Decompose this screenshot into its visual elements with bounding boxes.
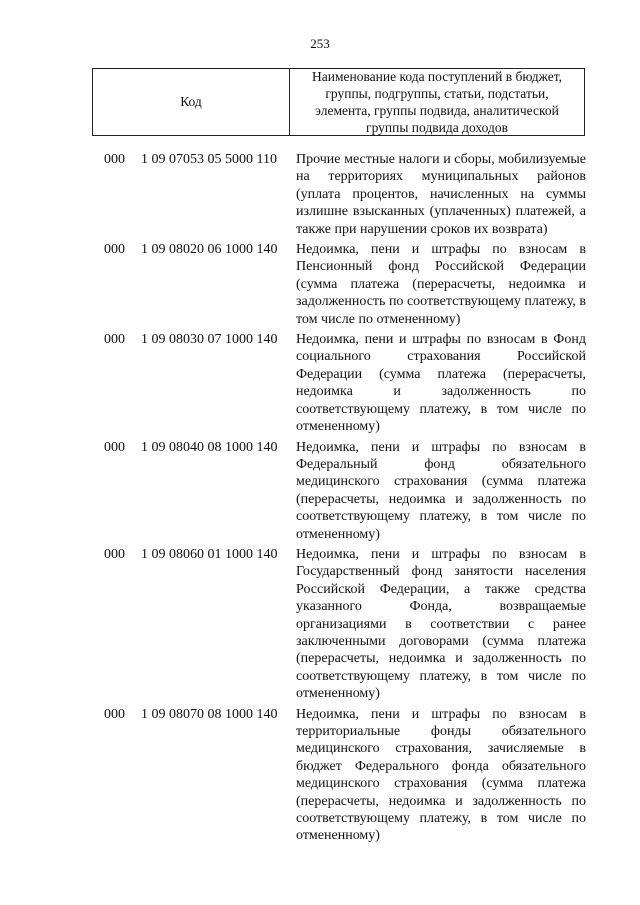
table-row — [0, 331, 640, 435]
row-description: Недоимка, пени и штрафы по взносам в Государственный фонд занятости населения Российской Федерации, а также средства указанного Фонда, возвращаемые организациями в соответствии с ранее заключенными договорами (сумма платежа (перерасчеты, недоимка и задолженность по соответствующему платежу, в том числе по отмененному) — [296, 546, 586, 702]
page-number: 253 — [310, 36, 330, 51]
header-name-cell: Наименование кода поступлений в бюджет, группы, подгруппы, статьи, подстатьи, элемента, группы подвида, аналитической группы подвида доходов — [311, 69, 562, 135]
row-budget-code: 1 09 07053 05 5000 110 — [141, 152, 277, 167]
table-row — [0, 151, 640, 238]
row-budget-code: 1 09 08030 07 1000 140 — [141, 332, 278, 348]
row-admin-code: 000 — [104, 152, 125, 167]
row-description: Недоимка, пени и штрафы по взносам в территориальные фонды обязательного медицинского страхования, зачисляемые в бюджет Федерального фонда обязательного медицинского страхования (сумма платежа (перерасчеты, недоимка и задолженность по соответствующему платежу, в том числе по отмененному) — [296, 706, 586, 844]
row-admin-code: 000 — [104, 332, 125, 348]
header-code-cell: Код — [93, 69, 290, 135]
row-description: Недоимка, пени и штрафы по взносам в Федеральный фонд обязательного медицинского страхования (сумма платежа (перерасчеты, недоимка и задолженность по соответствующему платежу, в том числе по отмененному) — [296, 439, 586, 542]
table-body — [0, 151, 640, 845]
table-row — [0, 706, 640, 845]
row-admin-code: 000 — [104, 439, 125, 455]
row-admin-code: 000 — [104, 242, 125, 258]
row-description: Недоимка, пени и штрафы по взносам в Пенсионный фонд Российской Федерации (сумма платежа (перерасчеты, недоимка и задолженность по соответствующему платежу, в том числе по отмененному) — [296, 242, 586, 327]
row-admin-code: 000 — [104, 546, 125, 562]
row-description: Недоимка, пени и штрафы по взносам в Фонд социального страхования Российской Федерации (сумма платежа (перерасчеты, недоимка и задолженность по соответствующему платежу, в том числе по отмененному) — [296, 332, 586, 435]
row-admin-code: 000 — [104, 706, 125, 722]
row-description: Прочие местные налоги и сборы, мобилизуемые на территориях муниципальных районов (уплата процентов, начисленных на суммы излишне взысканных (уплаченных) платежей, а также при нарушении сроков их возврата) — [296, 152, 586, 237]
row-budget-code: 1 09 08060 01 1000 140 — [141, 546, 278, 562]
row-budget-code: 1 09 08020 06 1000 140 — [141, 242, 278, 258]
row-budget-code: 1 09 08070 08 1000 140 — [141, 706, 278, 722]
table-row — [0, 241, 640, 328]
table-header — [92, 68, 585, 136]
table-row — [0, 439, 640, 543]
table-row — [0, 546, 640, 703]
row-budget-code: 1 09 08040 08 1000 140 — [141, 439, 278, 455]
